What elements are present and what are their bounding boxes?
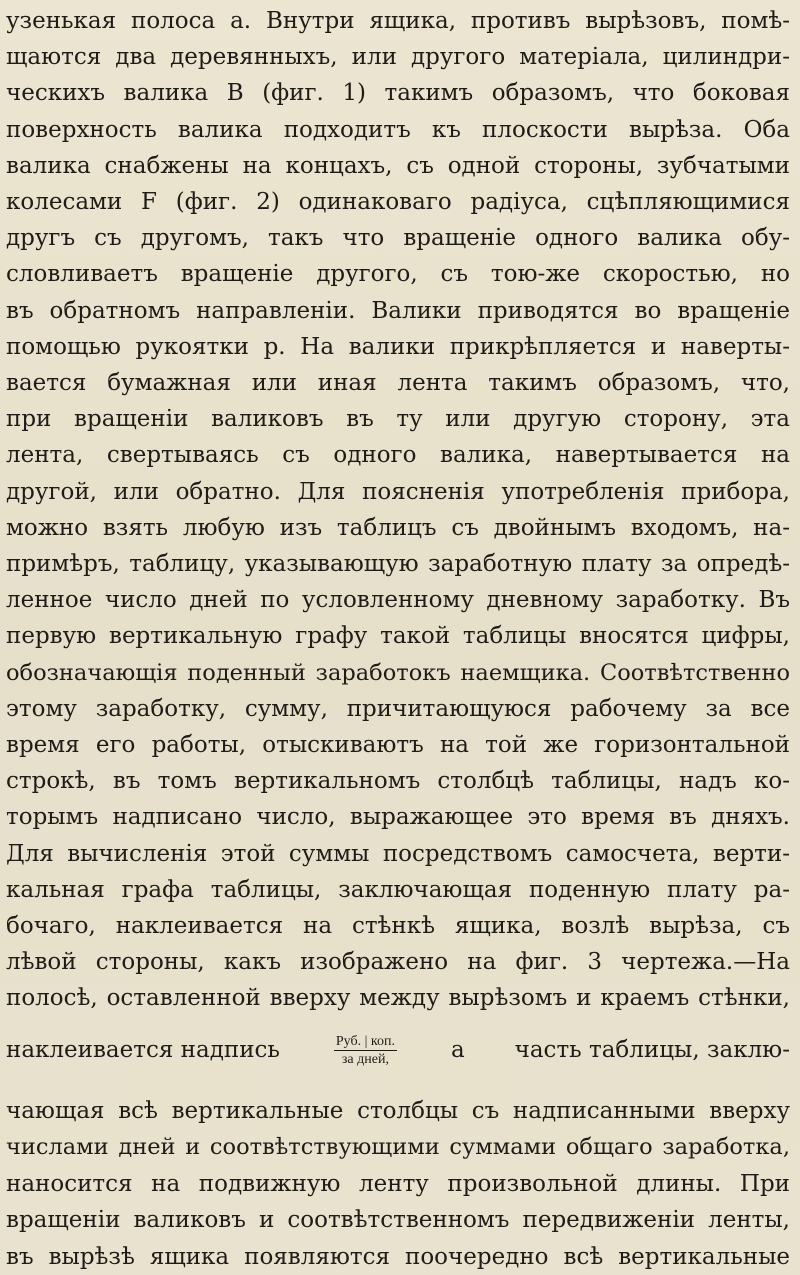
- text-line: числами дней и соотвѣтствующими суммами общаго заработка,: [6, 1134, 790, 1161]
- text-line: торымъ надписано число, выражающее это время въ дняхъ.: [6, 804, 790, 831]
- text-line: полосѣ, оставленной вверху между вырѣзомъ и краемъ стѣнки,: [6, 985, 790, 1012]
- text-line: узенькая полоса a. Внутри ящика, противъ вырѣзовъ, помѣ-: [6, 8, 790, 34]
- text-line: можно взять любую изъ таблицъ съ двойнымъ входомъ, на-: [6, 514, 790, 541]
- text-line: въ обратномъ направленіи. Валики приводятся во вращеніе: [6, 297, 790, 324]
- text-line: лента, свертываясь съ одного валика, навертывается на: [6, 442, 790, 469]
- text-line: поверхность валика подходитъ къ плоскости вырѣза. Оба: [6, 116, 790, 143]
- text-line: валика снабжены на концахъ, съ одной стороны, зубчатыми: [6, 152, 790, 179]
- text-line: бочаго, наклеивается на стѣнкѣ ящика, возлѣ вырѣза, съ: [6, 913, 790, 939]
- text-line: время его работы, отыскиваютъ на той же горизонтальной: [6, 732, 790, 758]
- fraction-line-before: наклеивается надпись: [6, 1037, 280, 1063]
- text-line: вращеніи валиковъ и соотвѣтственномъ передвиженіи ленты,: [6, 1207, 790, 1234]
- text-line: обозначающія поденный заработокъ наемщика. Соотвѣтственно: [6, 659, 790, 686]
- text-line: словливаетъ вращеніе другого, съ тою-же скоростью, но: [6, 261, 790, 288]
- text-line: помощью рукоятки p. На валики прикрѣпляется и наверты-: [6, 333, 790, 360]
- text-line: строкѣ, въ томъ вертикальномъ столбцѣ таблицы, надъ ко-: [6, 768, 790, 795]
- fraction-numerator: Руб. | коп.: [335, 1033, 396, 1049]
- text-line: лѣвой стороны, какъ изображено на фиг. 3 чертежа.—На: [6, 949, 790, 976]
- fraction-line-after-rest: часть таблицы, заклю-: [514, 1037, 790, 1063]
- text-line: наносится на подвижную ленту произвольной длины. При: [6, 1170, 790, 1197]
- text-line: другой, или обратно. Для поясненія употребленія прибора,: [6, 478, 790, 505]
- text-line: вается бумажная или иная лента такимъ образомъ, что,: [6, 370, 790, 396]
- text-line: примѣръ, таблицу, указывающую заработную плату за опредѣ-: [6, 551, 790, 577]
- text-line: въ вырѣзѣ ящика появляются поочередно всѣ вертикальные: [6, 1243, 790, 1270]
- text-line: кальная графа таблицы, заключающая поденную плату ра-: [6, 876, 790, 903]
- text-line: ленное число дней по условленному дневному заработку. Въ: [6, 587, 790, 614]
- text-line: этому заработку, сумму, причитающуюся рабочему за все: [6, 695, 790, 722]
- fraction-line: [6, 1020, 790, 1080]
- text-line: Для вычисленія этой суммы посредствомъ самосчета, верти-: [6, 840, 790, 867]
- text-line: чающая всѣ вертикальные столбцы съ надписанными вверху: [6, 1098, 790, 1124]
- text-line: при вращеніи валиковъ въ ту или другую сторону, эта: [6, 406, 790, 433]
- fraction-denominator: за дней,: [341, 1051, 389, 1067]
- text-line: другъ съ другомъ, такъ что вращеніе одного валика обу-: [6, 225, 790, 252]
- fraction-line-after-word: а: [450, 1037, 465, 1063]
- text-line: первую вертикальную графу такой таблицы вносятся цифры,: [6, 623, 790, 650]
- inscription-fraction: [334, 1033, 397, 1068]
- text-line: щаются два деревянныхъ, или другого матеріала, цилиндри-: [6, 44, 790, 71]
- text-line: колесами F (фиг. 2) одинаковаго радіуса, сцѣпляющимися: [6, 189, 790, 215]
- text-line: ческихъ валика B (фиг. 1) такимъ образомъ, что боковая: [6, 80, 790, 107]
